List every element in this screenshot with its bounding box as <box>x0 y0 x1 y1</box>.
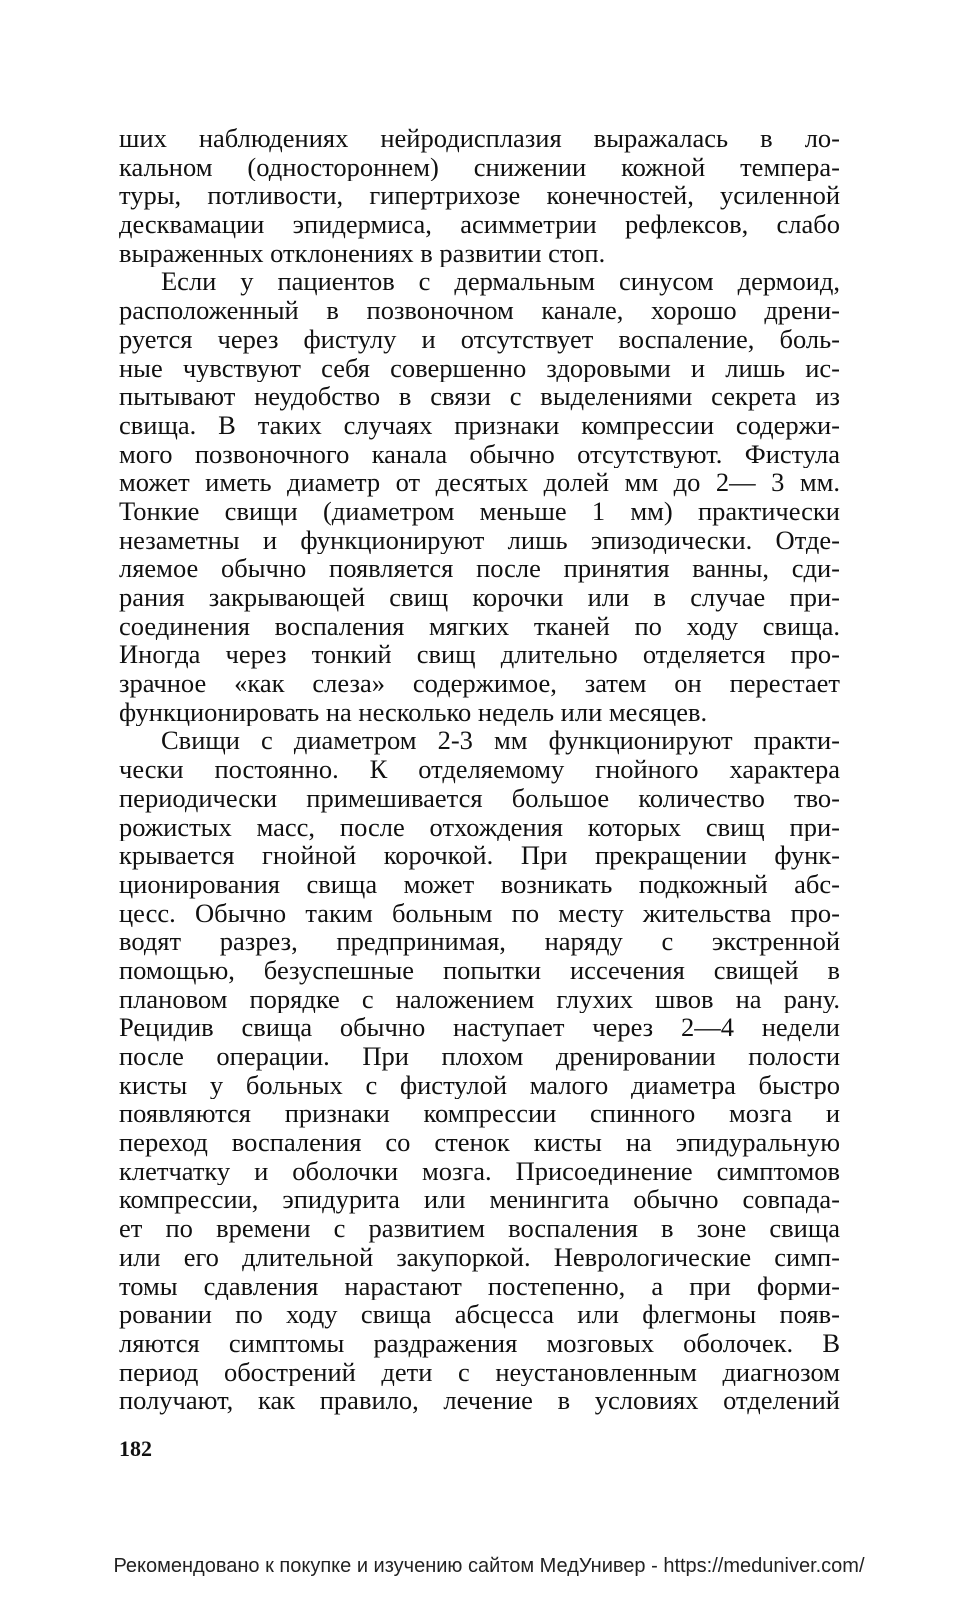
text-line: Рецидив свища обычно наступает через 2—4 недели <box>119 1013 840 1042</box>
text-line: после операции. При плохом дренировании полости <box>119 1042 840 1071</box>
text-line: ровании по ходу свища абсцесса или флегмоны появ- <box>119 1300 840 1329</box>
text-line: Иногда через тонкий свищ длительно отделяется про- <box>119 640 840 670</box>
text-line: появляются признаки компрессии спинного мозга и <box>119 1099 840 1129</box>
text-line: рания закрывающей свищ корочки или в случае при- <box>119 583 840 612</box>
text-line: цесс. Обычно таким больным по месту жительства про- <box>119 898 840 928</box>
text-line: переход воспаления со стенок кисты на эпидуральную <box>119 1128 840 1157</box>
text-line: рожистых масс, после отхождения которых свищ при- <box>119 812 840 842</box>
text-line: расположенный в позвоночном канале, хорошо дрени- <box>119 296 840 325</box>
text-line: ших наблюдениях нейродисплазия выражалась в ло- <box>119 124 840 153</box>
text-line: ет по времени с развитием воспаления в зоне свища <box>119 1214 840 1243</box>
text-line: может иметь диаметр от десятых долей мм до 2— 3 мм. <box>119 468 840 497</box>
text-line: Свищи с диаметром 2-3 мм функционируют практи- <box>161 726 840 756</box>
text-line: периодически примешивается большое количество тво- <box>119 783 840 813</box>
text-line: выраженных отклонениях в развитии стоп. <box>119 238 606 268</box>
text-line: кальном (одностороннем) снижении кожной темпера- <box>119 152 840 182</box>
text-line: зрачное «как слеза» содержимое, затем он перестает <box>119 669 840 698</box>
text-line: ляются симптомы раздражения мозговых оболочек. В <box>119 1328 840 1358</box>
body-text <box>119 124 840 1415</box>
text-line: соединения воспаления мягких тканей по ходу свища. <box>119 611 840 641</box>
text-line: клетчатку и оболочки мозга. Присоединение симптомов <box>119 1156 840 1186</box>
text-line: функционировать на несколько недель или месяцев. <box>119 697 708 727</box>
text-line: томы сдавления нарастают постепенно, а при форми- <box>119 1271 840 1301</box>
text-line: крывается гнойной корочкой. При прекращении функ- <box>119 841 840 870</box>
text-line: или его длительной закупоркой. Неврологические симп- <box>119 1242 840 1272</box>
text-line: пытывают неудобство в связи с выделениями секрета из <box>119 382 840 411</box>
text-line: кисты у больных с фистулой малого диаметра быстро <box>119 1070 840 1100</box>
text-line: водят разрез, предпринимая, наряду с экстренной <box>119 927 840 956</box>
text-line: десквамации эпидермиса, асимметрии рефлексов, слабо <box>119 210 840 239</box>
text-line: компрессии, эпидурита или менингита обычно совпада- <box>119 1185 840 1215</box>
text-line: получают, как правило, лечение в условиях отделений <box>119 1386 840 1415</box>
text-line: Если у пациентов с дермальным синусом дермоид, <box>161 267 840 297</box>
text-line: ляемое обычно появляется после принятия ванны, сди- <box>119 554 840 583</box>
text-line: мого позвоночного канала обычно отсутствуют. Фистула <box>119 439 840 469</box>
text-line: незаметны и функционируют лишь эпизодически. Отде- <box>119 525 840 555</box>
text-line: период обострений дети с неустановленным диагнозом <box>119 1357 840 1387</box>
text-line: Тонкие свищи (диаметром меньше 1 мм) практически <box>119 496 840 526</box>
text-line: помощью, безуспешные попытки иссечения свищей в <box>119 955 840 985</box>
text-line: ционирования свища может возникать подкожный абс- <box>119 869 840 899</box>
text-line: туры, потливости, гипертрихозе конечностей, усиленной <box>119 181 840 211</box>
text-line: ные чувствуют себя совершенно здоровыми и лишь ис- <box>119 353 840 383</box>
text-line: руется через фистулу и отсутствует воспаление, боль- <box>119 324 840 354</box>
footer-note: Рекомендовано к покупке и изучению сайтом МедУнивер - https://meduniver.com/ <box>113 1555 865 1577</box>
text-line: плановом порядке с наложением глухих швов на рану. <box>119 984 840 1014</box>
text-line: свища. В таких случаях признаки компрессии содержи- <box>119 410 840 440</box>
page-number: 182 <box>119 1436 152 1461</box>
text-line: чески постоянно. К отделяемому гнойного характера <box>119 755 840 784</box>
